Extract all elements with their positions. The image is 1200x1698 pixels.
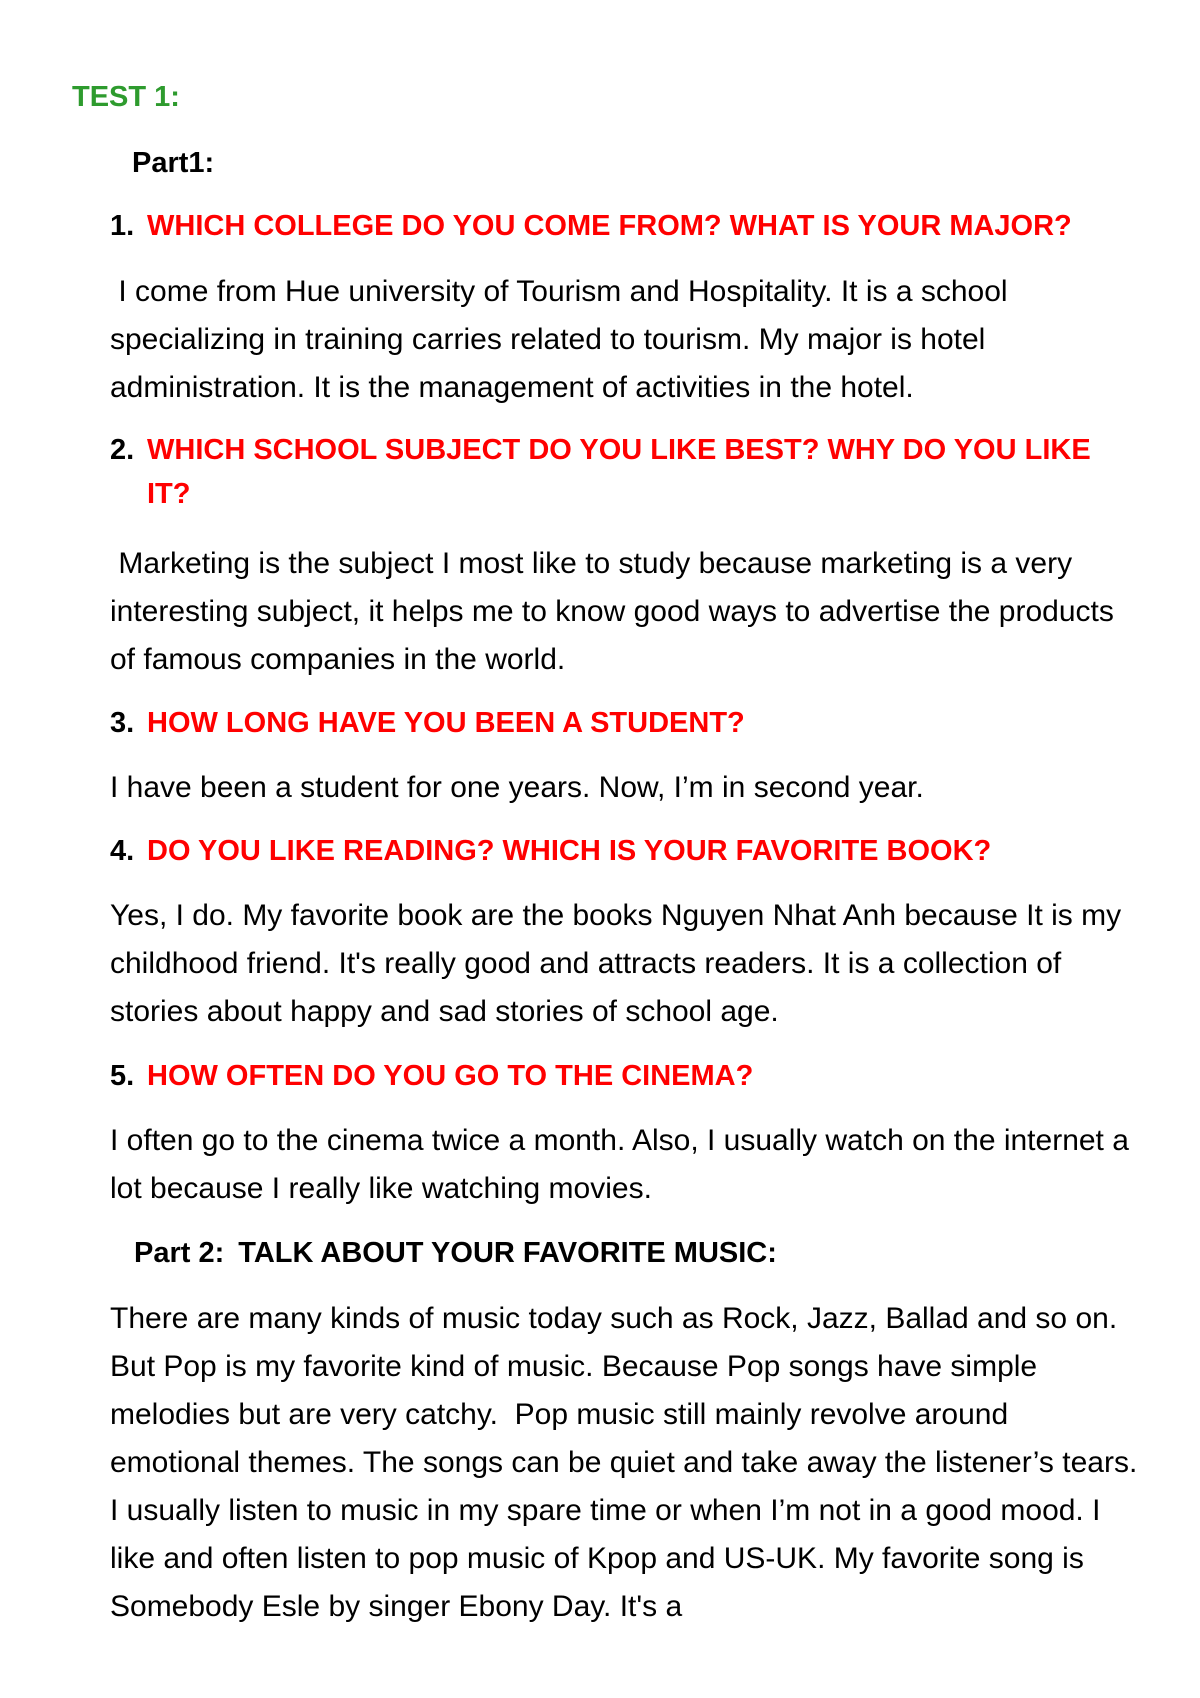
question-3 (110, 701, 1130, 745)
question-text: WHICH COLLEGE DO YOU COME FROM? WHAT IS YOUR MAJOR? (147, 210, 1072, 242)
answer-2: Marketing is the subject I most like to study because marketing is a very interesting subject, it helps me to know good ways to advertise the products of famous companies in the world. (110, 547, 1123, 676)
answer-4: Yes, I do. My favorite book are the books Nguyen Nhat Anh because It is my childhood friend. It's really good and attracts readers. It is a collection of stories about happy and sad stories of school age. (110, 899, 1122, 1028)
question-number: 3. (110, 707, 135, 739)
question-number: 5. (110, 1060, 135, 1092)
question-5 (110, 1054, 1130, 1098)
question-text: DO YOU LIKE READING? WHICH IS YOUR FAVORITE BOOK? (147, 835, 992, 867)
part2-paragraph: There are many kinds of music today such as Rock, Jazz, Ballad and so on. But Pop is my favorite kind of music. Because Pop songs have simple melodies but are very catchy. Pop music still mainly revolve around emotional themes. The songs can be quiet and take away the listener’s tears. I usually listen to music in my spare time or when I’m not in a good mood. I like and often listen to pop music of Kpop and US-UK. My favorite song is Somebody Esle by singer Ebony Day. It's a (110, 1302, 1146, 1623)
test-title: TEST 1: (72, 81, 180, 113)
question-4 (110, 829, 1130, 873)
question-text: HOW LONG HAVE YOU BEEN A STUDENT? (147, 707, 745, 739)
question-2 (110, 428, 1130, 516)
answer-5: I often go to the cinema twice a month. Also, I usually watch on the internet a lot because I really like watching movies. (110, 1124, 1129, 1205)
answer-3: I have been a student for one years. Now, I’m in second year. (110, 771, 924, 804)
part1-heading: Part1: (132, 147, 215, 179)
answer-1: I come from Hue university of Tourism and Hospitality. It is a school specializing in training carries related to tourism. My major is hotel administration. It is the management of activities in the hotel. (110, 275, 1016, 404)
part2-heading (134, 1234, 777, 1272)
question-number: 1. (110, 210, 135, 242)
part2-title: TALK ABOUT YOUR FAVORITE MUSIC: (238, 1237, 777, 1269)
question-text: HOW OFTEN DO YOU GO TO THE CINEMA? (147, 1060, 754, 1092)
question-number: 4. (110, 835, 135, 867)
question-text: WHICH SCHOOL SUBJECT DO YOU LIKE BEST? WHY DO YOU LIKE IT? (147, 434, 1091, 510)
question-number: 2. (110, 434, 135, 466)
part2-label: Part 2: (134, 1237, 225, 1269)
question-1 (110, 204, 1130, 248)
